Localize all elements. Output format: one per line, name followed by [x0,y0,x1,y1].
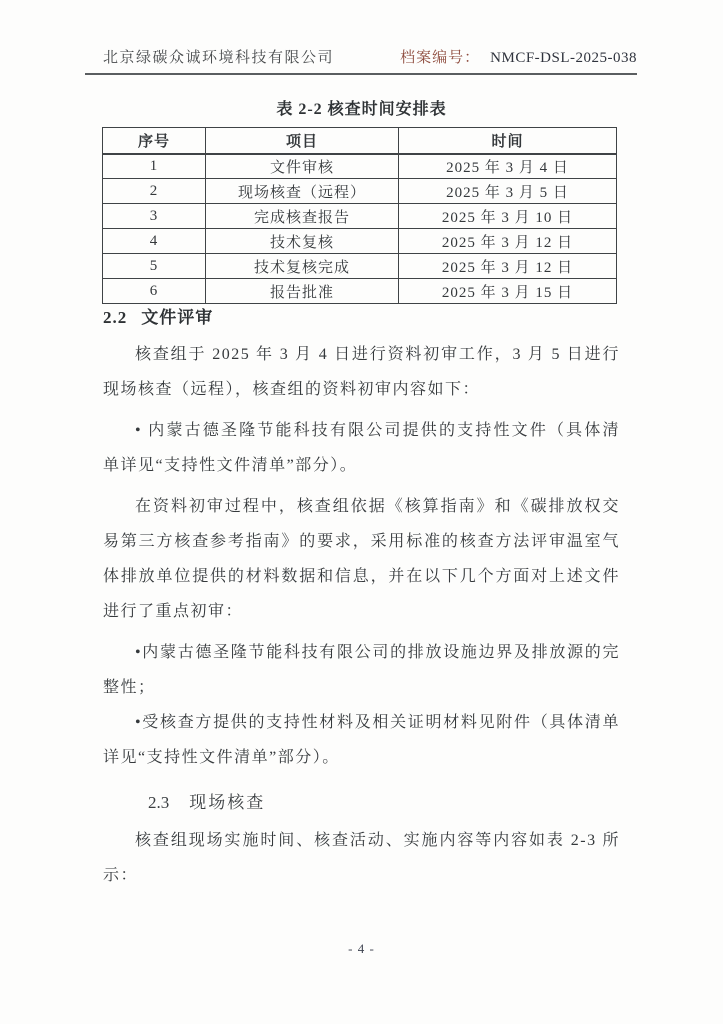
cell-index: 4 [103,229,206,254]
section-heading-2-3 [148,789,620,817]
page-number: - 4 - [348,941,375,956]
cell-item: 现场核查（远程） [206,179,399,204]
paragraph: 核查组于 2025 年 3 月 4 日进行资料初审工作，3 月 5 日进行现场核查（远程），核查组的资料初审内容如下： [103,346,620,398]
table-caption: 表 2-2 核查时间安排表 [276,101,447,118]
verification-schedule-table [102,127,617,304]
cell-time: 2025 年 3 月 15 日 [399,279,617,304]
section-heading-2-2 [103,305,620,331]
company-name: 北京绿碳众诚环境科技有限公司 [103,50,335,66]
table-row [103,254,617,279]
cell-item: 完成核查报告 [206,204,399,229]
table-row [103,154,617,179]
table-row [103,279,617,304]
cell-index: 6 [103,279,206,304]
col-header-time: 时间 [399,128,617,154]
cell-item: 技术复核 [206,229,399,254]
cell-index: 5 [103,254,206,279]
section-title: 现场核查 [189,793,266,812]
table-row [103,179,617,204]
page-header [85,46,637,75]
col-header-item: 项目 [206,128,399,154]
cell-item: 报告批准 [206,279,399,304]
document-body [103,305,620,893]
bullet-item: • 内蒙古德圣隆节能科技有限公司提供的支持性文件（具体清单详见“支持性文件清单”部分）。 [103,422,620,474]
section-title: 文件评审 [141,308,214,327]
cell-time: 2025 年 3 月 12 日 [399,254,617,279]
bullet-item: •受核查方提供的支持性材料及相关证明材料见附件（具体清单详见“支持性文件清单”部分）。 [103,714,620,766]
cell-item: 文件审核 [206,154,399,179]
table-row [103,229,617,254]
bullet-item: •内蒙古德圣隆节能科技有限公司的排放设施边界及排放源的完整性； [103,644,620,696]
archive-number-block [400,46,637,67]
cell-time: 2025 年 3 月 12 日 [399,229,617,254]
cell-index: 1 [103,154,206,179]
table-row [103,204,617,229]
table-header-row [103,128,617,154]
paragraph: 核查组现场实施时间、核查活动、实施内容等内容如表 2-3 所示： [103,832,620,884]
cell-time: 2025 年 3 月 10 日 [399,204,617,229]
paragraph: 在资料初审过程中，核查组依据《核算指南》和《碳排放权交易第三方核查参考指南》的要求，采用标准的核查方法评审温室气体排放单位提供的材料数据和信息，并在以下几个方面对上述文件进行了重点初审： [103,498,620,620]
archive-number: NMCF-DSL-2025-038 [490,50,637,66]
cell-index: 2 [103,179,206,204]
archive-label: 档案编号： [400,50,481,66]
cell-index: 3 [103,204,206,229]
cell-time: 2025 年 3 月 4 日 [399,154,617,179]
section-number: 2.3 [148,793,170,812]
cell-item: 技术复核完成 [206,254,399,279]
cell-time: 2025 年 3 月 5 日 [399,179,617,204]
col-header-index: 序号 [103,128,206,154]
section-number: 2.2 [103,308,128,327]
